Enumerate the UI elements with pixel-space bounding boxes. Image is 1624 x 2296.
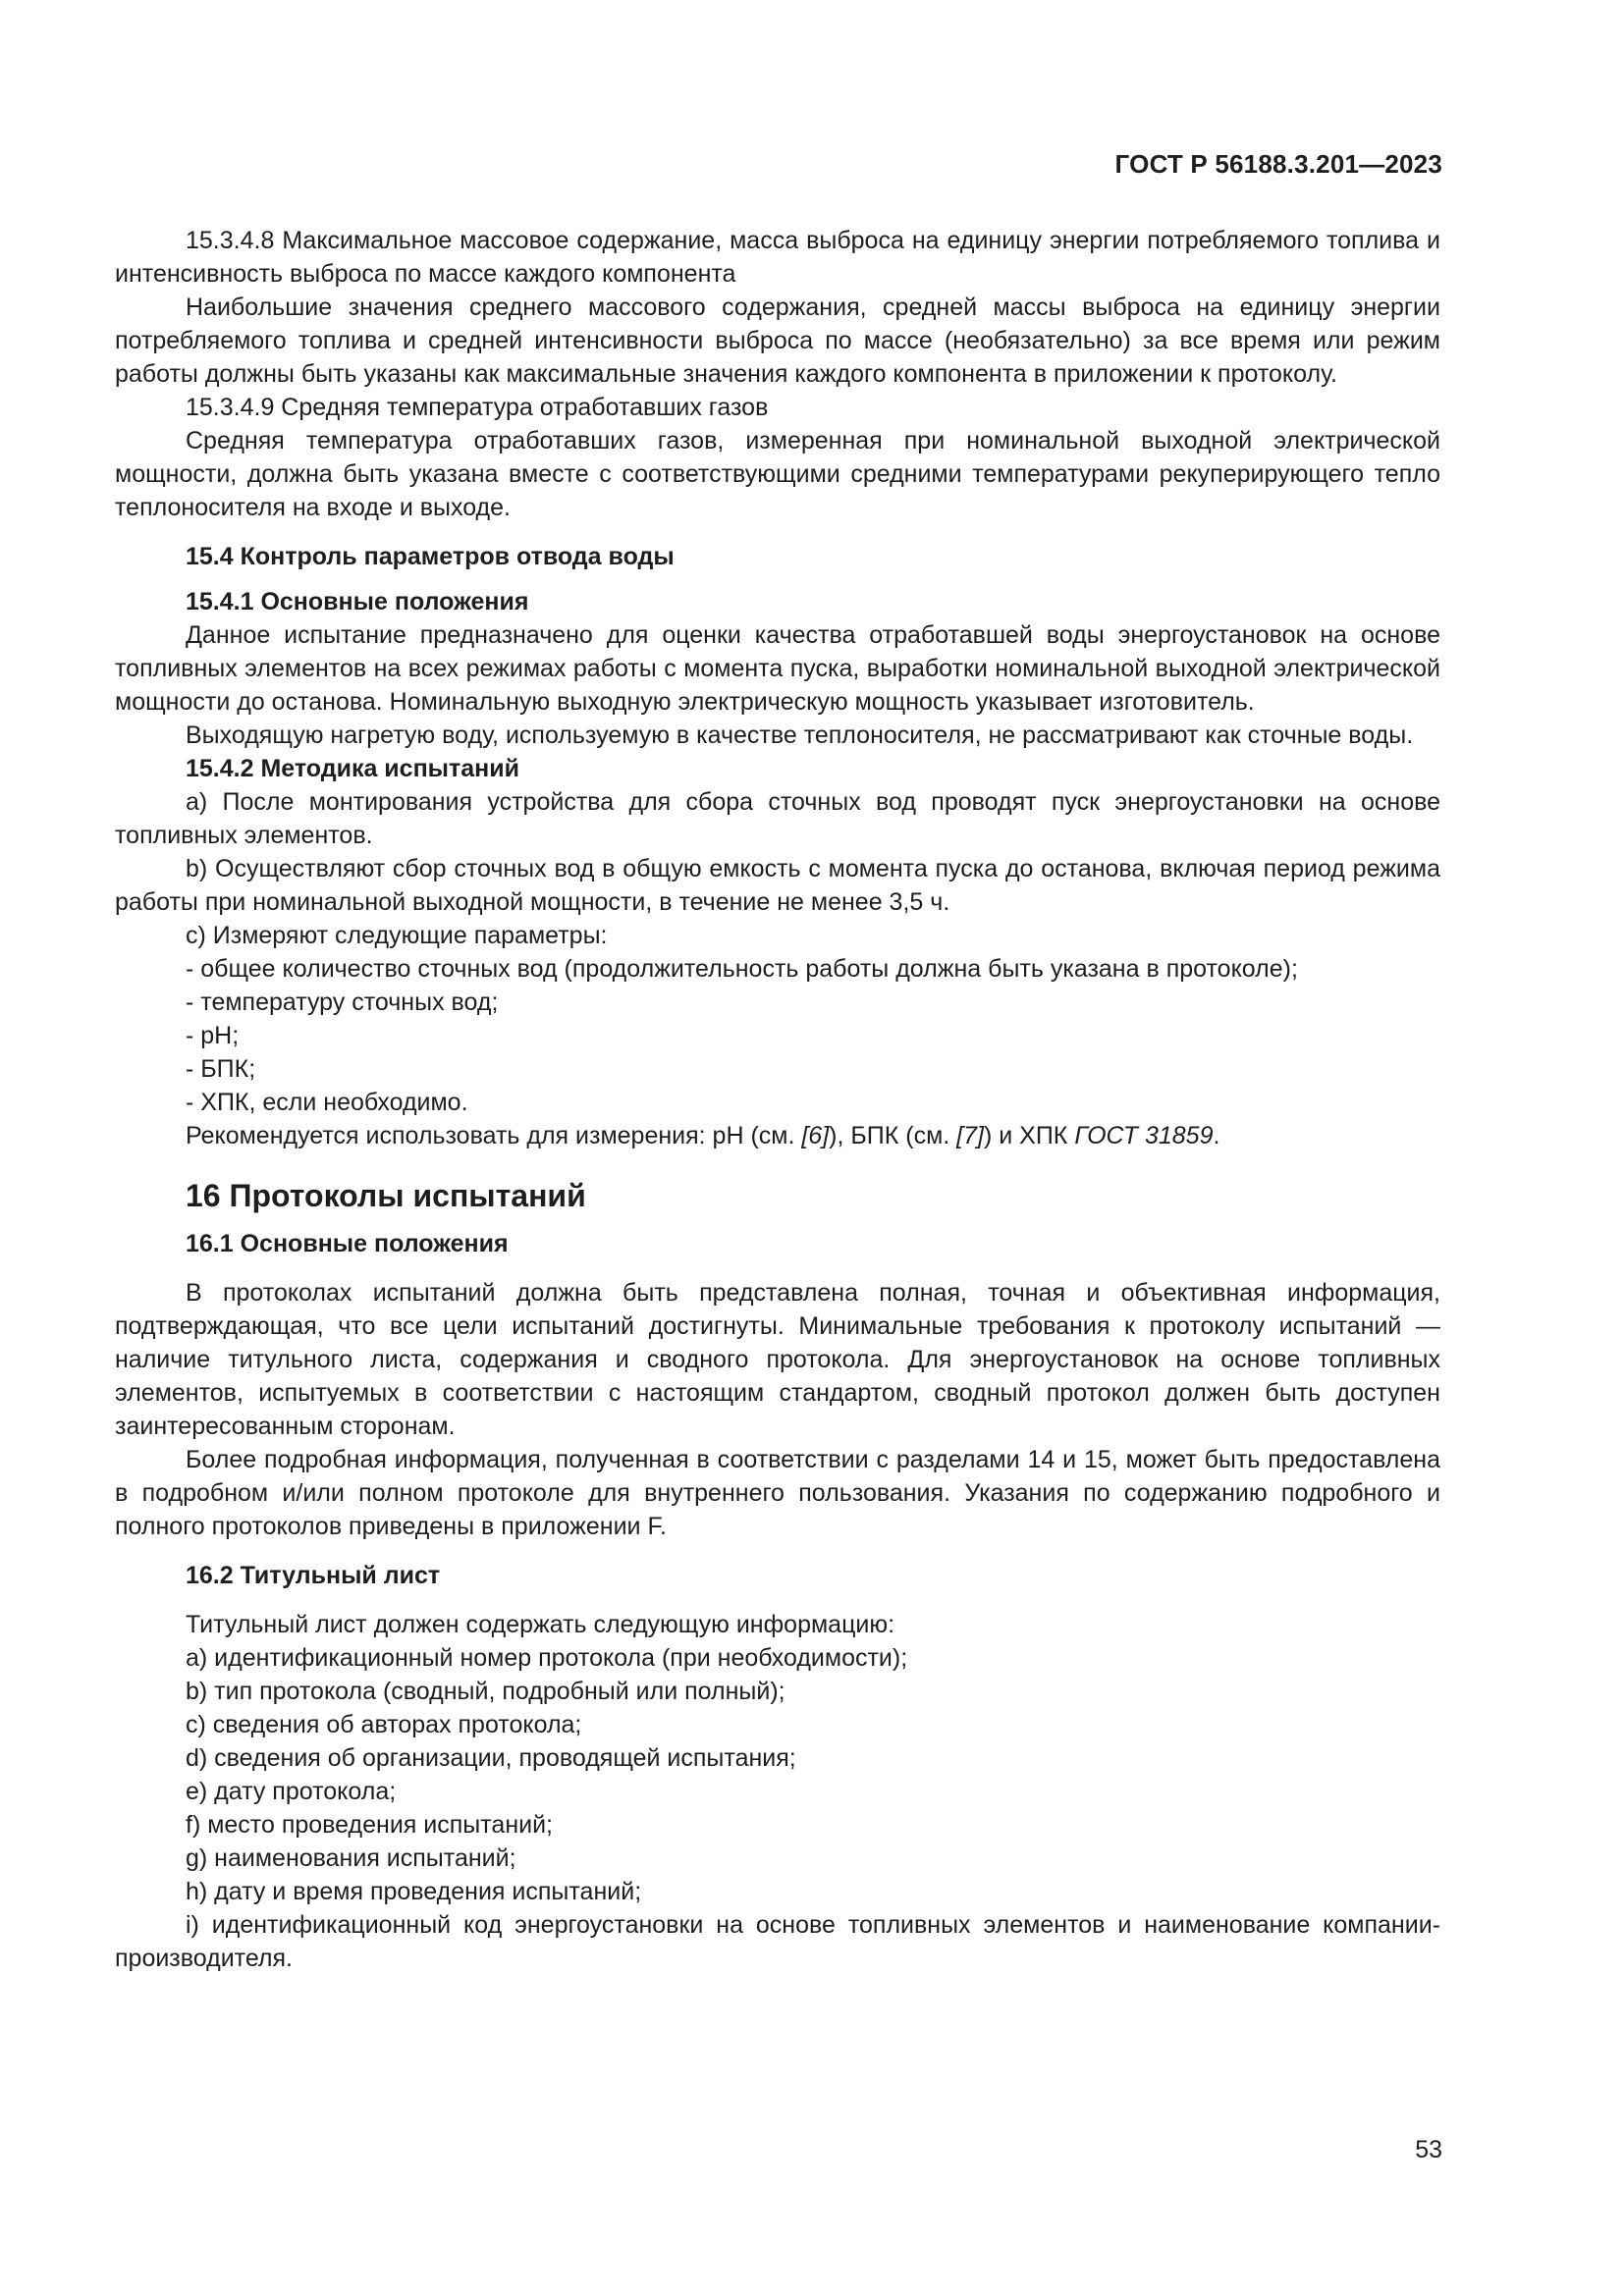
- method-step-a: a) После монтирования устройства для сбора сточных вод проводят пуск энергоустановки на основе топливных элементов.: [115, 788, 1440, 849]
- title-page-item: b) тип протокола (сводный, подробный или полный);: [186, 1678, 785, 1705]
- recommendation-text: Рекомендуется использовать для измерения: pH (см.: [186, 1122, 802, 1149]
- parameter-item: - БПК;: [186, 1055, 256, 1083]
- clause-15-3-4-9-title: 15.3.4.9 Средняя температура отработавших газов: [186, 394, 769, 421]
- method-step-b: b) Осуществляют сбор сточных вод в общую емкость с момента пуска до останова, включая период режима работы при номинальной выходной мощности, в течение не менее 3,5 ч.: [115, 855, 1440, 916]
- recommendation-text: .: [1213, 1122, 1220, 1149]
- page-content: [115, 224, 1440, 1975]
- section-16-1-para-2: Более подробная информация, полученная в соответствии с разделами 14 и 15, может быть предоставлена в подробном и/или полном протоколе для внутреннего пользования. Указания по содержанию подробного и полного протоколов приведены в приложении F.: [115, 1446, 1440, 1540]
- section-16-heading: 16 Протоколы испытаний: [186, 1178, 586, 1213]
- clause-15-3-4-8-text: Наибольшие значения среднего массового содержания, средней массы выброса на единицу энергии потребляемого топлива и средней интенсивности выброса по массе (необязательно) за все время или режим работы должны быть указаны как максимальные значения каждого компонента в приложении к протоколу.: [115, 294, 1440, 388]
- title-page-item: h) дату и время проведения испытаний;: [186, 1878, 642, 1905]
- title-page-item: f) место проведения испытаний;: [186, 1811, 553, 1839]
- section-16-1-heading: 16.1 Основные положения: [186, 1230, 509, 1257]
- section-15-4-heading: 15.4 Контроль параметров отвода воды: [186, 543, 675, 570]
- parameter-item: - общее количество сточных вод (продолжительность работы должна быть указана в протоколе);: [186, 955, 1298, 983]
- title-page-item: i) идентификационный код энергоустановки на основе топливных элементов и наименование компании-производителя.: [115, 1911, 1440, 1972]
- clause-15-3-4-9-text: Средняя температура отработавших газов, измеренная при номинальной выходной электрической мощности, должна быть указана вместе с соответствующими средними температурами рекуперирующего тепло теплоносителя на входе и выходе.: [115, 427, 1440, 521]
- document-header: ГОСТ Р 56188.3.201—2023: [1114, 149, 1442, 179]
- reference-link-6: [6]: [801, 1122, 830, 1149]
- section-15-4-1-para-2: Выходящую нагретую воду, используемую в качестве теплоносителя, не рассматривают как сточные воды.: [186, 721, 1414, 749]
- title-page-item: e) дату протокола;: [186, 1778, 397, 1805]
- section-15-4-1-para-1: Данное испытание предназначено для оценки качества отработавшей воды энергоустановок на основе топливных элементов на всех режимах работы с момента пуска, выработки номинальной выходной электрической мощности до останова. Номинальную выходную электрическую мощность указывает изготовитель.: [115, 621, 1440, 716]
- recommendation-text: ), БПК (см.: [829, 1122, 957, 1149]
- title-page-item: a) идентификационный номер протокола (при необходимости);: [186, 1644, 908, 1672]
- section-16-2-heading: 16.2 Титульный лист: [186, 1562, 441, 1589]
- parameter-item: - pH;: [186, 1022, 240, 1049]
- recommendation-text: ) и ХПК: [983, 1122, 1075, 1149]
- section-15-4-1-heading: 15.4.1 Основные положения: [186, 588, 529, 615]
- title-page-item: g) наименования испытаний;: [186, 1844, 516, 1872]
- title-page-item: c) сведения об авторах протокола;: [186, 1711, 582, 1738]
- title-page-item: d) сведения об организации, проводящей испытания;: [186, 1744, 796, 1772]
- measurement-recommendation: [115, 1119, 1440, 1152]
- gost-reference: ГОСТ 31859: [1074, 1122, 1214, 1149]
- reference-link-7: [7]: [956, 1122, 984, 1149]
- clause-15-3-4-8-title: 15.3.4.8 Максимальное массовое содержание, масса выброса на единицу энергии потребляемого топлива и интенсивность выброса по массе каждого компонента: [115, 227, 1440, 288]
- section-15-4-2-heading: 15.4.2 Методика испытаний: [186, 755, 520, 782]
- page-number: 53: [1415, 2136, 1442, 2163]
- section-16-2-intro: Титульный лист должен содержать следующую информацию:: [186, 1611, 895, 1638]
- section-16-1-para-1: В протоколах испытаний должна быть представлена полная, точная и объективная информация, подтверждающая, что все цели испытаний достигнуты. Минимальные требования к протоколу испытаний — наличие титульного листа, содержания и сводного протокола. Для энергоустановок на основе топливных элементов, испытуемых в соответствии с настоящим стандартом, сводный протокол должен быть доступен заинтересованным сторонам.: [115, 1279, 1440, 1440]
- parameter-item: - температуру сточных вод;: [186, 988, 499, 1016]
- parameter-item: - ХПК, если необходимо.: [186, 1089, 468, 1116]
- method-step-c: c) Измеряют следующие параметры:: [186, 922, 608, 949]
